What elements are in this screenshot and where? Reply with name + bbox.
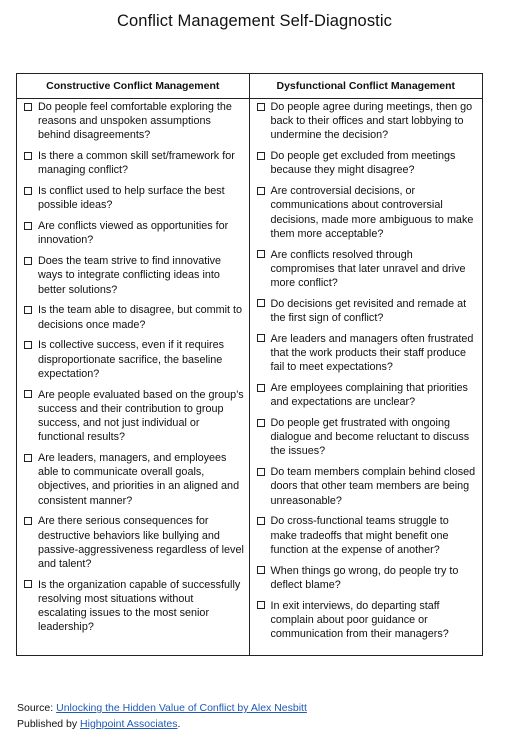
checkbox[interactable] — [24, 103, 32, 111]
checklist-item — [257, 184, 479, 241]
checklist-table — [16, 73, 483, 656]
checklist-item — [257, 332, 479, 375]
checkbox[interactable] — [24, 257, 32, 265]
checklist-item — [257, 465, 479, 508]
checklist-item-text: Do people get frustrated with ongoing dialogue and become reluctant to discuss the issues? — [270, 417, 470, 458]
checklist-item-text: Is collective success, even if it requires disproportionate sacrifice, the baseline expectation? — [38, 339, 225, 380]
checkbox[interactable] — [257, 517, 265, 525]
checklist-item — [24, 514, 245, 571]
checkbox[interactable] — [24, 517, 32, 525]
checkbox[interactable] — [257, 384, 265, 392]
checkbox[interactable] — [24, 580, 32, 588]
checklist-item-text: Is the team able to disagree, but commit to decisions once made? — [38, 304, 243, 331]
source-line — [17, 701, 307, 717]
published-label: Published by — [17, 717, 81, 730]
constructive-column-header: Constructive Conflict Management — [17, 74, 249, 99]
checkbox[interactable] — [24, 187, 32, 195]
checklist-item-text: Are conflicts viewed as opportunities for innovation? — [38, 220, 229, 247]
checklist-item — [24, 338, 245, 381]
checkbox[interactable] — [257, 187, 265, 195]
checklist-item — [24, 100, 245, 143]
checklist-item-text: Is there a common skill set/framework for managing conflict? — [38, 150, 235, 177]
checkbox[interactable] — [257, 152, 265, 160]
checkbox[interactable] — [24, 341, 32, 349]
checklist-item-text: Are people evaluated based on the group’s success and their contribution to group success, and not just individual or functional results? — [38, 388, 244, 444]
checklist-item — [257, 297, 479, 325]
source-link[interactable]: Unlocking the Hidden Value of Conflict by Alex Nesbitt — [56, 702, 307, 714]
checkbox[interactable] — [257, 334, 265, 342]
checklist-item-text: Are there serious consequences for destructive behaviors like bullying and passive-aggressiveness regardless of level and talent? — [38, 515, 244, 571]
checkbox[interactable] — [257, 250, 265, 258]
checklist-item-text: Do team members complain behind closed doors that other team members are being unreasonable? — [270, 466, 476, 507]
checklist-item — [24, 254, 245, 297]
checklist-item — [257, 564, 479, 592]
checklist-item — [24, 149, 245, 177]
checklist-item — [24, 578, 245, 635]
constructive-column — [17, 74, 250, 655]
checklist-item — [24, 184, 245, 212]
checklist-item-text: Do decisions get revisited and remade at the first sign of conflict? — [270, 297, 467, 325]
checkbox[interactable] — [257, 419, 265, 427]
checklist-item — [24, 303, 245, 331]
checklist-item — [257, 149, 479, 177]
checklist-item-text: Do cross-functional teams struggle to make tradeoffs that might benefit one function at the expense of another? — [270, 515, 449, 556]
checklist-item-text: Are conflicts resolved through compromises that later unravel and drive more conflict? — [270, 248, 466, 290]
checkbox[interactable] — [24, 390, 32, 398]
checklist-item-text: Is conflict used to help surface the best possible ideas? — [38, 185, 225, 212]
checklist-item-text: Do people agree during meetings, then go back to their offices and start lobbying to undermine the decision? — [270, 101, 473, 142]
checkbox[interactable] — [257, 566, 265, 574]
checkbox[interactable] — [24, 454, 32, 462]
checklist-item — [24, 451, 245, 508]
checkbox[interactable] — [257, 468, 265, 476]
constructive-items-list — [17, 99, 249, 635]
checklist-item-text: Are leaders and managers often frustrated that the work products their staff produce fail to meet expectations? — [270, 332, 474, 374]
checklist-item — [24, 388, 245, 445]
checklist-item — [257, 416, 479, 459]
checklist-item-text: Do people feel comfortable exploring the reasons and unspoken assumptions behind disagreements? — [38, 101, 232, 142]
checkbox[interactable] — [24, 152, 32, 160]
checklist-item — [257, 248, 479, 291]
checkbox[interactable] — [24, 222, 32, 230]
checklist-item — [257, 100, 479, 143]
checkbox[interactable] — [257, 601, 265, 609]
footer — [17, 701, 307, 732]
checklist-item-text: Are employees complaining that priorities and expectations are unclear? — [270, 382, 468, 409]
checklist-item — [257, 381, 479, 409]
dysfunctional-column — [250, 74, 483, 655]
checklist-item-text: In exit interviews, do departing staff complain about poor guidance or communication from their managers? — [270, 599, 449, 641]
checkbox[interactable] — [257, 299, 265, 307]
dysfunctional-column-header: Dysfunctional Conflict Management — [250, 74, 483, 99]
checklist-item — [257, 599, 479, 642]
source-label: Source: — [17, 702, 57, 714]
checklist-item — [257, 514, 479, 557]
checklist-item-text: Does the team strive to find innovative ways to integrate conflicting ideas into better solutions? — [38, 255, 222, 296]
published-suffix: . — [177, 717, 181, 730]
page-title: Conflict Management Self-Diagnostic — [117, 12, 392, 30]
checklist-item-text: Do people get excluded from meetings because they might disagree? — [270, 150, 456, 177]
checkbox[interactable] — [257, 103, 265, 111]
checklist-item — [24, 219, 245, 247]
checklist-item-text: Are controversial decisions, or communications about controversial decisions, made more ambiguous to make them more acceptable? — [270, 185, 474, 240]
checkbox[interactable] — [24, 306, 32, 314]
published-line — [17, 717, 307, 733]
publisher-link[interactable]: Highpoint Associates — [80, 717, 178, 730]
dysfunctional-items-list — [250, 99, 483, 641]
checklist-item-text: When things go wrong, do people try to deflect blame? — [270, 564, 459, 591]
checklist-item-text: Is the organization capable of successfully resolving most situations without escalating issues to the most senior leadership? — [38, 578, 241, 634]
checklist-item-text: Are leaders, managers, and employees able to communicate overall goals, objectives, and priorities in an aligned and consistent manner? — [38, 452, 240, 507]
